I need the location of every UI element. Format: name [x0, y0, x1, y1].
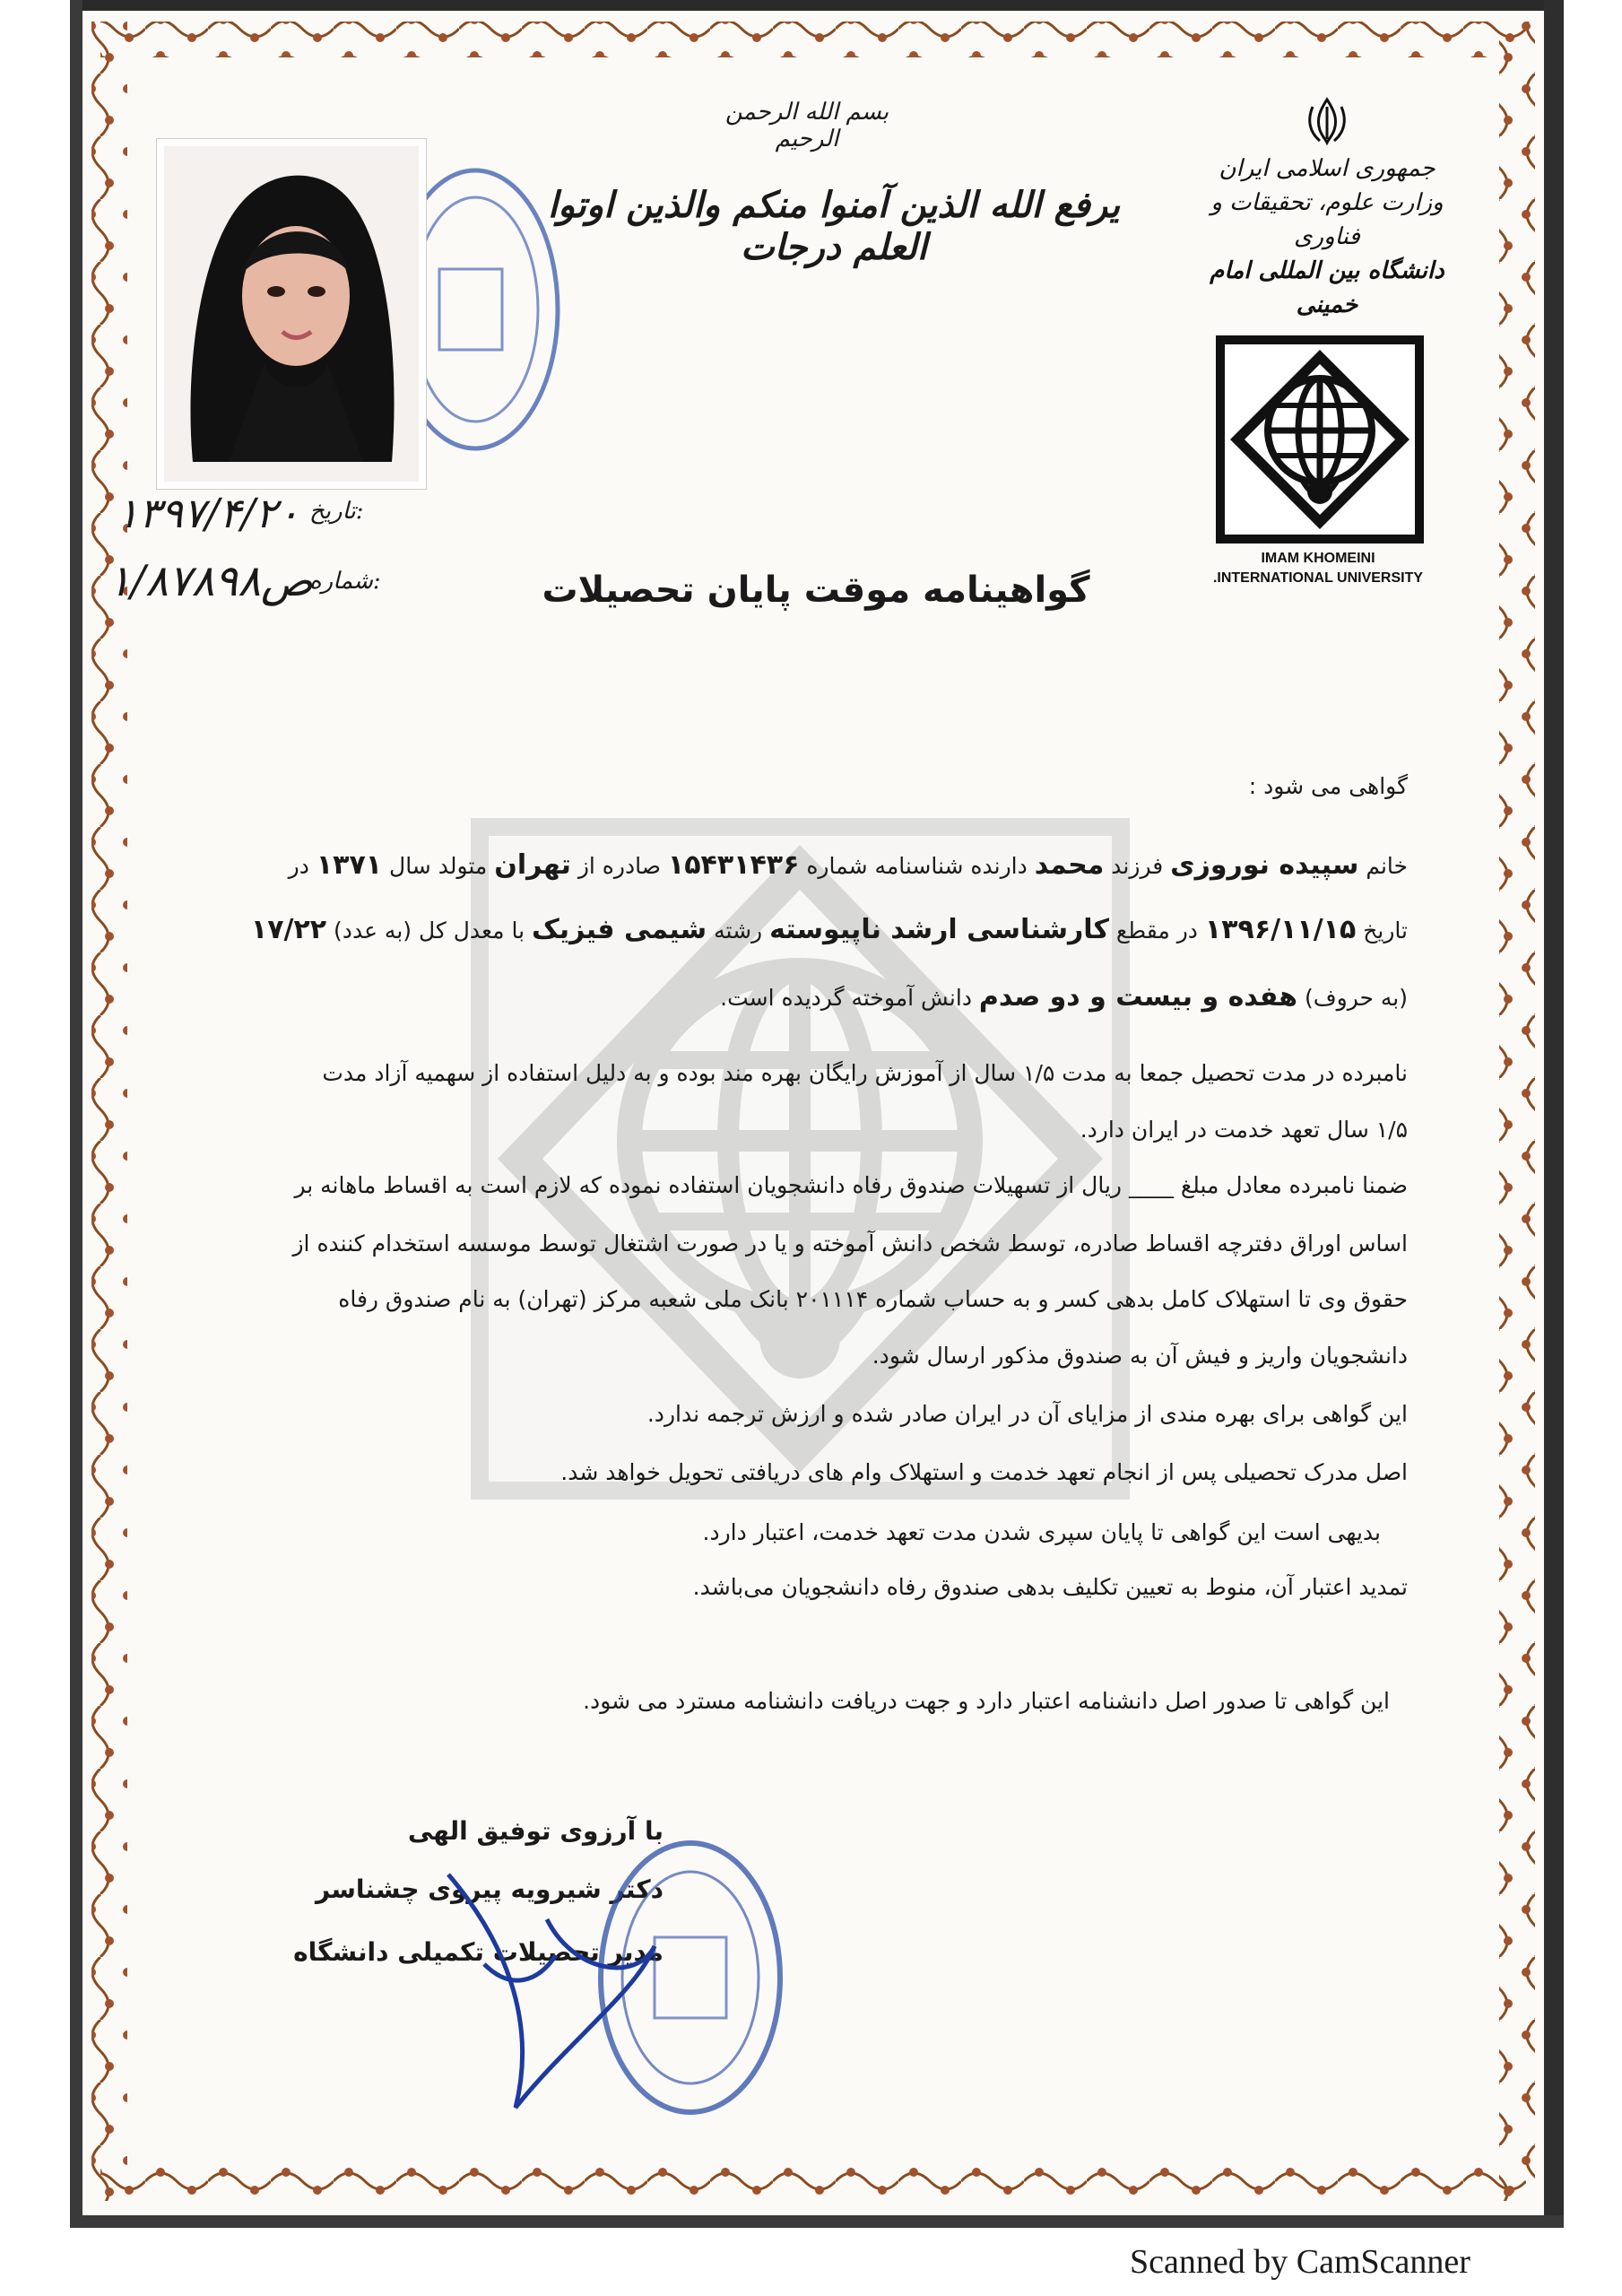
gpa-words: هفده و بیست و دو صدم — [978, 981, 1297, 1013]
field-of-study: شیمی فیزیک — [531, 914, 707, 945]
issue-city: تهران — [494, 849, 571, 881]
text-in-words: (به حروف) — [1297, 985, 1408, 1011]
quran-verse: یرفع الله الذین آمنوا منکم والذین اوتوا العلم درجات — [547, 184, 1121, 268]
government-header — [1193, 94, 1462, 322]
handwritten-number: ص۱/۸۷۸۹۸ — [108, 556, 313, 606]
scan-edge-top — [76, 0, 1547, 11]
text-level: در مقطع — [1108, 918, 1205, 944]
translation-note: این گواهی برای بهره مندی از مزایای آن در ایران صادر شده و ارزش ترجمه ندارد. — [646, 1401, 1408, 1427]
body-line-2 — [224, 915, 1408, 946]
intro-line: گواهی می شود : — [1248, 773, 1408, 799]
university-name-line-2: .INTERNATIONAL UNIVERSITY — [1212, 570, 1424, 586]
text-graduated: دانش آموخته گردیده است. — [720, 985, 979, 1011]
service-line-2: ۱/۵ سال تعهد خدمت در ایران دارد. — [1080, 1117, 1408, 1143]
scanner-watermark: Scanned by CamScanner — [1130, 2243, 1470, 2281]
loan-line-1: ضمنا نامبرده معادل مبلغ ____ ریال از تسهیلات صندوق رفاه دانشجویان استفاده نموده که لازم است به اقساط ماهانه بر — [294, 1172, 1408, 1198]
text-issued-from: صادره از — [570, 853, 668, 879]
gov-line-1: جمهوری اسلامی ایران — [1219, 155, 1436, 182]
university-logo-icon — [1212, 332, 1427, 547]
scan-edge-right — [1544, 0, 1564, 2224]
text-on: در — [288, 853, 317, 879]
service-line-1: نامبرده در مدت تحصیل جمعا به مدت ۱/۵ سال از آموزش رایگان بهره مند بوده و به دلیل استفاده از سهمیه آزاد مدت — [322, 1060, 1408, 1086]
certificate-title: گواهینامه موقت پایان تحصیلات — [542, 570, 1090, 611]
handwritten-date: ۱۳۹۷/۴/۲۰ — [117, 489, 299, 537]
scan-edge-bottom — [70, 2215, 1564, 2228]
university-english-name — [1197, 549, 1439, 588]
text-id-number: دارنده شناسنامه شماره — [799, 853, 1035, 879]
loan-line-4: دانشجویان واریز و فیش آن به صندوق مذکور ارسال شود. — [872, 1343, 1408, 1369]
body-line-3 — [269, 982, 1408, 1013]
signature-stamp-icon — [430, 1839, 789, 2135]
validity-note: بدیهی است این گواهی تا پایان سپری شدن مدت تعهد خدمت، اعتبار دارد. — [702, 1519, 1381, 1545]
text-date: تاریخ — [1356, 918, 1408, 944]
student-photo — [157, 139, 426, 489]
degree-level: کارشناسی ارشد ناپیوسته — [769, 914, 1109, 945]
extension-note: تمدید اعتبار آن، منوط به تعیین تکلیف بدهی صندوق رفاه دانشجویان می‌باشد. — [692, 1574, 1408, 1600]
bismillah: بسم الله الرحمن الرحیم — [724, 99, 889, 152]
university-name-line-1: IMAM KHOMEINI — [1261, 551, 1375, 566]
iran-emblem-icon — [1300, 94, 1354, 148]
date-label: تاریخ: — [309, 498, 364, 525]
id-number: ۱۵۴۳۱۴۳۶ — [667, 849, 800, 881]
text-mrs: خانم — [1358, 853, 1408, 879]
gov-line-2: وزارت علوم، تحقیقات و فناوری — [1210, 189, 1444, 250]
scan-edge-left — [70, 0, 82, 2224]
birth-year: ۱۳۷۱ — [316, 849, 383, 881]
signatory-role: مدیر تحصیلات تکمیلی دانشگاه — [293, 1937, 664, 1967]
text-gpa-number: با معدل کل (به عدد) — [326, 918, 532, 944]
father-name: محمد — [1034, 849, 1105, 881]
text-born-year: متولد سال — [382, 853, 495, 879]
loan-line-2: اساس اوراق دفترچه اقساط صادره، توسط شخص دانش آموخته و یا در صورت اشتغال توسط موسسه استخدام کننده از — [292, 1231, 1408, 1257]
final-note: این گواهی تا صدور اصل دانشنامه اعتبار دارد و جهت دریافت دانشنامه مسترد می شود. — [583, 1688, 1390, 1714]
text-child-of: فرزند — [1104, 853, 1171, 879]
graduation-date: ۱۳۹۶/۱۱/۱۵ — [1204, 914, 1357, 945]
original-certificate-note: اصل مدرک تحصیلی پس از انجام تعهد خدمت و استهلاک وام های دریافتی تحویل خواهد شد. — [560, 1459, 1408, 1485]
gov-line-3: دانشگاه بین المللی امام خمینی — [1210, 257, 1444, 318]
text-field: رشته — [707, 918, 770, 944]
student-portrait-icon — [157, 139, 426, 489]
closing-wish: با آرزوی توفیق الهی — [407, 1816, 664, 1846]
student-name: سپیده نوروزی — [1170, 849, 1359, 881]
loan-line-3: حقوق وی تا استهلاک کامل بدهی کسر و به حساب شماره ۲۰۱۱۱۴ بانک ملی شعبه مرکز (تهران) به نام صندوق رفاه — [338, 1286, 1408, 1312]
number-label: شماره: — [309, 568, 381, 595]
gpa-number: ۱۷/۲۲ — [250, 914, 327, 945]
signatory-name: دکتر شیرویه پیروی چشناسر — [315, 1874, 664, 1904]
body-line-1 — [224, 850, 1408, 882]
